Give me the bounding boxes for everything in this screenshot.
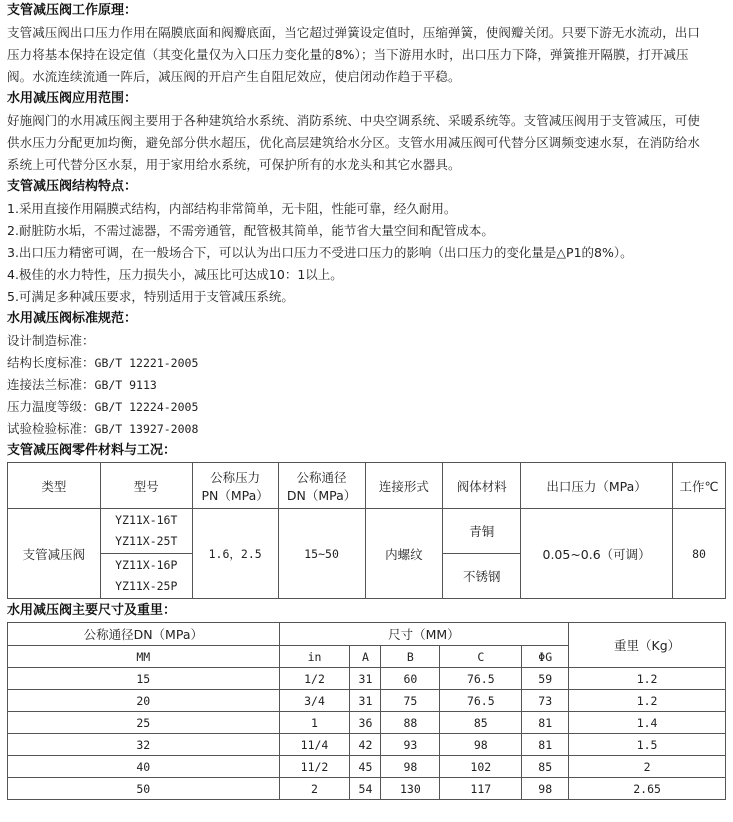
header-cell: 重里（Kg）	[569, 623, 726, 668]
materials-heading: 支管减压阀零件材料与工况：	[7, 443, 177, 458]
standard-label: 试验检验标准：	[7, 421, 95, 436]
standard-value: GB/T 13927-2008	[94, 422, 199, 436]
standard-value: GB/T 12221-2005	[94, 356, 199, 370]
table-cell: 1.4	[569, 712, 726, 734]
model-cell	[100, 554, 192, 599]
table-cell: 42	[350, 734, 381, 756]
standard-label: 压力温度等级：	[7, 399, 95, 414]
principle-line: 支管减压阀出口压力作用在隔膜底面和阀瓣底面，当它超过弹簧设定值时，压缩弹簧，使阀瓣关闭。只要下游无水流动，出口	[7, 25, 701, 40]
table-row	[8, 690, 726, 712]
subheader-cell: ΦG	[522, 646, 569, 668]
type-cell: 支管减压阀	[8, 509, 101, 599]
table-cell: 50	[8, 778, 280, 800]
standards-section	[0, 308, 733, 440]
table-row	[8, 734, 726, 756]
table-cell: 54	[350, 778, 381, 800]
scope-section	[0, 88, 733, 176]
table-cell: 85	[522, 756, 569, 778]
table-cell: 45	[350, 756, 381, 778]
principle-heading: 支管减压阀工作原理：	[7, 3, 138, 18]
standard-item	[0, 396, 733, 418]
scope-line: 系统上可代替分区水泵，用于家用给水系统，可保护所有的水龙头和其它水器具。	[7, 157, 461, 172]
header-line: DN（MPa）	[286, 487, 357, 503]
dimensions-table	[7, 622, 726, 800]
materials-table	[7, 462, 726, 599]
pressure-cell: 1.6，2.5	[192, 509, 278, 599]
table-cell: 2	[279, 778, 350, 800]
standard-item	[0, 418, 733, 440]
table-cell: 1.2	[569, 690, 726, 712]
diameter-cell: 15~50	[278, 509, 365, 599]
table-row	[8, 712, 726, 734]
header-cell: 工作℃	[672, 463, 725, 509]
table-cell: 31	[350, 668, 381, 690]
table-row	[8, 668, 726, 690]
table-cell: 76.5	[440, 690, 522, 712]
table-cell: 130	[381, 778, 440, 800]
scope-heading: 水用减压阀应用范围：	[7, 91, 138, 106]
model-value: YZ11X-25T	[115, 534, 178, 548]
table-cell: 11/2	[279, 756, 350, 778]
table-cell: 76.5	[440, 668, 522, 690]
standard-value: GB/T 12224-2005	[94, 400, 199, 414]
table-cell: 32	[8, 734, 280, 756]
model-cell	[100, 509, 192, 554]
table-cell: 59	[522, 668, 569, 690]
table-cell: 2.65	[569, 778, 726, 800]
model-value: YZ11X-16T	[115, 513, 178, 527]
standards-intro: 设计制造标准：	[7, 333, 95, 348]
table-cell: 73	[522, 690, 569, 712]
table-cell: 81	[522, 712, 569, 734]
table-row	[8, 778, 726, 800]
table-cell: 98	[381, 756, 440, 778]
standards-heading: 水用减压阀标准规范：	[7, 311, 138, 326]
standard-item	[0, 374, 733, 396]
table-cell: 25	[8, 712, 280, 734]
outlet-cell: 0.05~0.6（可调）	[521, 509, 673, 599]
table-row	[8, 509, 726, 554]
principle-section	[0, 0, 733, 88]
material-cell: 青铜	[443, 509, 521, 554]
table-cell: 2	[569, 756, 726, 778]
header-cell: 阀体材料	[443, 463, 521, 509]
principle-line: 压力将基本保持在设定值（其变化量仅为入口压力变化量的8%）；当下游用水时，出口压力下降，弹簧推开隔膜，打开减压	[7, 47, 689, 62]
features-heading: 支管减压阀结构特点：	[7, 179, 138, 194]
table-cell: 88	[381, 712, 440, 734]
standard-label: 连接法兰标准：	[7, 377, 95, 392]
feature-item: 5.可满足多种减压要求，特别适用于支管减压系统。	[7, 289, 294, 304]
subheader-cell: in	[279, 646, 350, 668]
header-cell: 连接形式	[365, 463, 443, 509]
table-cell: 98	[522, 778, 569, 800]
header-cell: 型号	[100, 463, 192, 509]
table-cell: 31	[350, 690, 381, 712]
header-line: PN（MPa）	[201, 487, 269, 503]
header-cell: 公称通径DN（MPa）	[8, 623, 280, 646]
subheader-cell: B	[381, 646, 440, 668]
header-cell: 出口压力（MPa）	[521, 463, 673, 509]
header-cell	[192, 463, 278, 509]
principle-line: 阀。水流连续流通一阵后，减压阀的开启产生自阻尼效应，使启闭动作趋于平稳。	[7, 69, 461, 84]
features-section	[0, 176, 733, 308]
header-cell: 类型	[8, 463, 101, 509]
header-line: 公称压力	[210, 469, 261, 485]
table-cell: 1.5	[569, 734, 726, 756]
table-cell: 40	[8, 756, 280, 778]
table-cell: 3/4	[279, 690, 350, 712]
header-line: 公称通径	[296, 469, 347, 485]
dimensions-heading: 水用减压阀主要尺寸及重里：	[7, 603, 177, 618]
table-cell: 81	[522, 734, 569, 756]
feature-item: 3.出口压力精密可调，在一般场合下，可以认为出口压力不受进口压力的影响（出口压力的变化量是△P1的8%）。	[7, 245, 633, 260]
table-header-row	[8, 463, 726, 509]
scope-line: 好施阀门的水用减压阀主要用于各种建筑给水系统、消防系统、中央空调系统、采暖系统等。支管减压阀用于支管减压，可使	[7, 113, 701, 128]
feature-item: 4.极佳的水力特性，压力损失小，减压比可达成10：1以上。	[7, 267, 343, 282]
standard-value: GB/T 9113	[94, 378, 157, 392]
table-cell: 93	[381, 734, 440, 756]
table-cell: 36	[350, 712, 381, 734]
table-cell: 102	[440, 756, 522, 778]
feature-item: 1.采用直接作用隔膜式结构，内部结构非常简单，无卡阻，性能可靠，经久耐用。	[7, 201, 457, 216]
standard-label: 结构长度标准：	[7, 355, 95, 370]
table-header-row	[8, 623, 726, 646]
dimensions-body	[8, 668, 726, 800]
table-cell: 85	[440, 712, 522, 734]
temp-cell: 80	[672, 509, 725, 599]
table-cell: 20	[8, 690, 280, 712]
header-cell: 尺寸（MM）	[279, 623, 569, 646]
table-cell: 117	[440, 778, 522, 800]
header-cell	[278, 463, 365, 509]
table-cell: 1.2	[569, 668, 726, 690]
table-cell: 75	[381, 690, 440, 712]
table-cell: 1	[279, 712, 350, 734]
table-cell: 60	[381, 668, 440, 690]
material-cell: 不锈钢	[443, 554, 521, 599]
feature-item: 2.耐脏防水垢，不需过滤器，不需旁通管，配管极其简单，能节省大量空间和配管成本。	[7, 223, 494, 238]
standard-item	[0, 352, 733, 374]
table-cell: 15	[8, 668, 280, 690]
connection-cell: 内螺纹	[365, 509, 443, 599]
table-cell: 1/2	[279, 668, 350, 690]
model-value: YZ11X-16P	[115, 558, 178, 572]
subheader-cell: A	[350, 646, 381, 668]
table-row	[8, 756, 726, 778]
table-cell: 11/4	[279, 734, 350, 756]
subheader-cell: MM	[8, 646, 280, 668]
table-cell: 98	[440, 734, 522, 756]
subheader-cell: C	[440, 646, 522, 668]
model-value: YZ11X-25P	[115, 579, 178, 593]
scope-line: 供水压力分配更加均衡，避免部分供水超压，优化高层建筑给水分区。支管水用减压阀可代替分区调频变速水泵，在消防给水	[7, 135, 701, 150]
